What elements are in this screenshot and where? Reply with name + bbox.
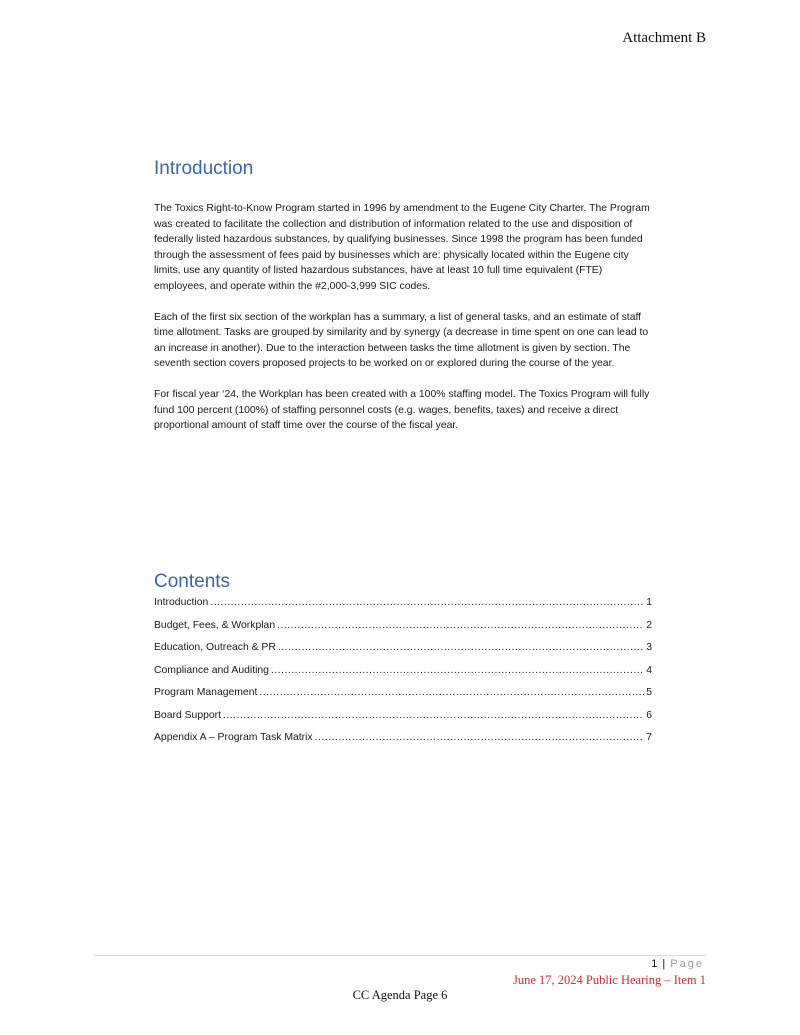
toc-entry-label[interactable]: Education, Outreach & PR: [154, 642, 276, 653]
page-number-footer: [651, 958, 704, 970]
toc-entry-program-management[interactable]: [154, 687, 652, 710]
toc-leader: [315, 732, 645, 743]
footer-divider: [94, 955, 706, 956]
agenda-page-label: CC Agenda Page 6: [352, 988, 448, 1002]
introduction-body: [154, 201, 654, 449]
toc-page-number: 3: [646, 642, 652, 653]
toc-entry-appendix-a[interactable]: [154, 732, 652, 755]
toc-leader: [259, 687, 644, 698]
table-of-contents: [154, 597, 652, 755]
toc-entry-education[interactable]: [154, 642, 652, 665]
toc-leader: [210, 597, 644, 608]
toc-entry-board-support[interactable]: [154, 710, 652, 733]
toc-entry-label[interactable]: Compliance and Auditing: [154, 664, 269, 676]
toc-leader: [277, 620, 644, 631]
toc-leader: [223, 710, 644, 721]
contents-heading: Contents: [154, 571, 231, 592]
toc-page-number: 1: [646, 597, 652, 608]
toc-entry-label[interactable]: Appendix A – Program Task Matrix: [154, 732, 313, 743]
intro-paragraph: Each of the first six section of the workplan has a summary, a list of general tasks, and an estimate of staff time allotment. Tasks are grouped by similarity and by synergy (a decrease in time spent on one can lead to an increase in another). Due to the interaction between tasks the time allotment is given by section. The seventh section covers proposed projects to be worked on or explored during the course of the year.: [154, 311, 649, 369]
toc-entry-introduction[interactable]: [154, 597, 652, 620]
toc-page-number: 6: [646, 709, 652, 721]
toc-leader: [278, 642, 644, 653]
toc-entry-label[interactable]: Board Support: [154, 709, 222, 721]
page-word: Page: [670, 958, 704, 970]
public-hearing-stamp: June 17, 2024 Public Hearing – Item 1: [512, 973, 706, 987]
intro-paragraph: For fiscal year ‘24, the Workplan has been created with a 100% staffing model. The Toxics Program will fully fund 100 percent (100%) of staffing personnel costs (e.g. wages, benefits, taxes) and receive a direct proportional amount of staff time over the course of the fiscal year.: [154, 389, 650, 431]
toc-page-number: 7: [646, 732, 652, 743]
toc-entry-compliance[interactable]: [154, 665, 652, 688]
toc-entry-label[interactable]: Budget, Fees, & Workplan: [154, 619, 276, 631]
attachment-label: Attachment B: [622, 30, 706, 46]
page-number: 1: [651, 958, 658, 970]
toc-entry-label[interactable]: Introduction: [154, 597, 209, 608]
toc-entry-budget[interactable]: [154, 620, 652, 643]
introduction-heading: Introduction: [154, 158, 254, 179]
toc-entry-label[interactable]: Program Management: [154, 687, 258, 698]
toc-leader: [271, 665, 644, 676]
toc-page-number: 2: [646, 619, 652, 631]
toc-page-number: 5: [646, 687, 652, 698]
page-separator: |: [662, 958, 666, 970]
intro-paragraph: The Toxics Right-to-Know Program started in 1996 by amendment to the Eugene City Charter. The Program was created to facilitate the collection and distribution of information related to the use and disposition of federally listed hazardous substances, by qualifying businesses. Since 1998 the program has been funded through the assessment of fees paid by businesses which are: physically located within the Eugene city limits, use any quantity of listed hazardous substances, have at least 10 full time equivalent (FTE) employees, and operate within the #2,000-3,999 SIC codes.: [154, 203, 650, 292]
toc-page-number: 4: [646, 664, 652, 676]
